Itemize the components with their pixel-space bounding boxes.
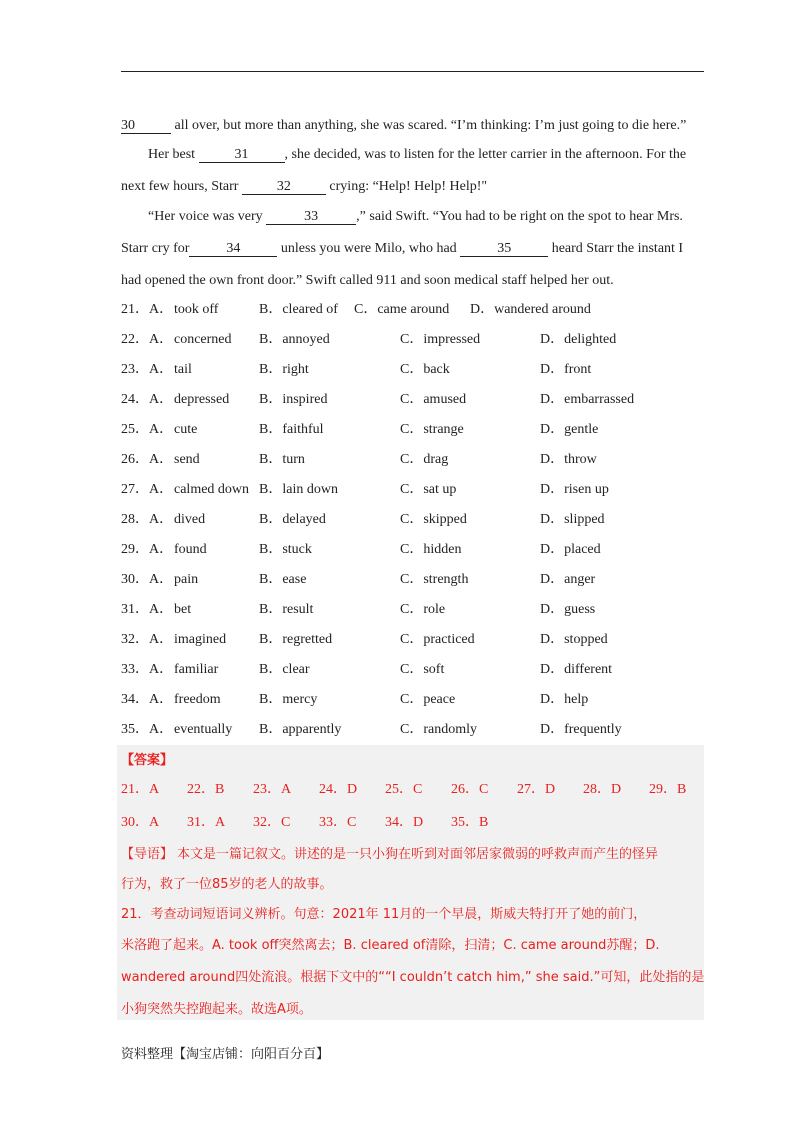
option-b: B．right — [259, 362, 309, 377]
option-c: C．soft — [400, 662, 445, 677]
option-c: C．practiced — [400, 632, 475, 647]
option-b: B．inspired — [259, 392, 328, 407]
question-number: 31．A． — [121, 602, 174, 617]
option-a: eventually — [174, 722, 233, 737]
passage-text: Her best — [148, 147, 199, 162]
question-row — [121, 661, 704, 679]
option-b: B．result — [259, 602, 314, 617]
answer-item: 35．B — [451, 815, 489, 830]
option-d: D．help — [540, 692, 589, 707]
option-b: B．apparently — [259, 722, 342, 737]
question-row — [121, 511, 704, 529]
option-d: D．embarrassed — [540, 392, 635, 407]
guide-label: 【导语】 — [121, 847, 174, 862]
option-c: C．strange — [400, 422, 464, 437]
option-a: concerned — [174, 332, 232, 347]
explanation-text: wandered around四处流浪。根据下文中的““I couldn’t catch him,” she said.”可知，此处指的是 — [121, 970, 705, 985]
blank-35: 35 — [460, 241, 548, 257]
question-number: 33．A． — [121, 662, 174, 677]
question-row — [121, 691, 704, 709]
option-c: C．impressed — [400, 332, 481, 347]
option-c: C．came around — [354, 302, 450, 317]
option-b: B．stuck — [259, 542, 312, 557]
option-a: freedom — [174, 692, 221, 707]
option-d: D．anger — [540, 572, 596, 587]
question-number: 24．A． — [121, 392, 174, 407]
option-d: D．guess — [540, 602, 596, 617]
passage-line-1 — [121, 117, 704, 135]
passage-line-3 — [121, 178, 704, 196]
option-b: B．delayed — [259, 512, 326, 527]
option-d: D．different — [540, 662, 613, 677]
blank-34: 34 — [189, 241, 277, 257]
question-number: 27．A． — [121, 482, 174, 497]
passage-text: crying: “Help! Help! Help!" — [325, 179, 488, 194]
question-row — [121, 571, 704, 589]
question-number: 25．A． — [121, 422, 174, 437]
answer-item: 32．C — [253, 815, 291, 830]
question-number: 26．A． — [121, 452, 174, 467]
passage-text: “Her voice was very — [148, 209, 267, 224]
passage-text: next few hours, Starr — [121, 179, 242, 194]
answer-item: 26．C — [451, 782, 489, 797]
question-number: 23．A． — [121, 362, 174, 377]
option-c: C．randomly — [400, 722, 477, 737]
answer-heading-text: 【答案】 — [121, 753, 174, 768]
header-rule — [121, 71, 704, 72]
passage-text: , she decided, was to listen for the letter carrier in the afternoon. For the — [284, 147, 687, 162]
answer-item: 28．D — [583, 782, 622, 797]
option-d: D．stopped — [540, 632, 608, 647]
question-number: 22．A． — [121, 332, 174, 347]
explanation-text: 米洛跑了起来。A. took off突然离去；B. cleared of清除，扫清；C. came around苏醒；D. — [121, 938, 660, 953]
option-a: bet — [174, 602, 192, 617]
answer-item: 21．A — [121, 782, 160, 797]
option-b: B．clear — [259, 662, 310, 677]
question-number: 30．A． — [121, 572, 174, 587]
option-d: D．wandered around — [470, 302, 591, 317]
option-c: C．sat up — [400, 482, 457, 497]
option-a: took off — [174, 302, 219, 317]
blank-33: 33 — [266, 209, 356, 225]
option-c: C．skipped — [400, 512, 467, 527]
option-a: imagined — [174, 632, 227, 647]
passage-text: had opened the own front door.” Swift called 911 and soon medical staff helped her out. — [121, 273, 614, 288]
answer-item: 25．C — [385, 782, 423, 797]
option-d: D．front — [540, 362, 592, 377]
passage-line-4 — [121, 208, 704, 226]
answer-item: 27．D — [517, 782, 556, 797]
passage-line-2 — [121, 146, 704, 164]
option-b: B．annoyed — [259, 332, 330, 347]
answer-item: 31．A — [187, 815, 226, 830]
option-d: D．delighted — [540, 332, 617, 347]
question-row — [121, 331, 704, 349]
question-number: 29．A． — [121, 542, 174, 557]
option-a: dived — [174, 512, 206, 527]
option-b: B．lain down — [259, 482, 338, 497]
option-b: B．cleared of — [259, 302, 338, 317]
guide-text: 本文是一篇记叙文。讲述的是一只小狗在听到对面邻居家微弱的呼救声而产生的怪异 — [177, 847, 659, 862]
question-row — [121, 451, 704, 469]
option-d: D．throw — [540, 452, 597, 467]
option-b: B．mercy — [259, 692, 318, 707]
answer-item: 24．D — [319, 782, 358, 797]
question-row — [121, 391, 704, 409]
blank-32: 32 — [242, 179, 326, 195]
passage-text: Starr cry for — [121, 241, 190, 256]
question-number: 28．A． — [121, 512, 174, 527]
option-c: C．role — [400, 602, 446, 617]
question-row — [121, 481, 704, 499]
option-c: C．peace — [400, 692, 456, 707]
question-row — [121, 721, 704, 739]
answer-item: 23．A — [253, 782, 292, 797]
passage-text: all over, but more than anything, she was scared. “I’m thinking: I’m just going to die here.” — [171, 118, 687, 133]
guide-text: 行为，救了一位85岁的老人的故事。 — [121, 877, 333, 892]
option-b: B．turn — [259, 452, 305, 467]
option-a: cute — [174, 422, 198, 437]
option-c: C．strength — [400, 572, 469, 587]
question-row — [121, 541, 704, 559]
footer-note: 资料整理【淘宝店铺：向阳百分百】 — [121, 1047, 330, 1062]
question-number: 32．A． — [121, 632, 174, 647]
question-number: 21．A． — [121, 302, 174, 317]
question-number: 35．A． — [121, 722, 174, 737]
option-b: B．regretted — [259, 632, 333, 647]
answer-item: 30．A — [121, 815, 160, 830]
option-d: D．placed — [540, 542, 601, 557]
passage-line-5 — [121, 240, 704, 258]
answer-item: 33．C — [319, 815, 357, 830]
passage-text: heard Starr the instant I — [548, 241, 684, 256]
option-a: familiar — [174, 662, 219, 677]
option-c: C．back — [400, 362, 450, 377]
option-c: C．drag — [400, 452, 449, 467]
option-a: send — [174, 452, 200, 467]
option-d: D．slipped — [540, 512, 605, 527]
option-a: tail — [174, 362, 192, 377]
passage-text: ,” said Swift. “You had to be right on the spot to hear Mrs. — [356, 209, 683, 224]
passage-line-6 — [121, 272, 704, 290]
explanation-text: 小狗突然失控跑起来。故选A项。 — [121, 1002, 312, 1017]
option-b: B．faithful — [259, 422, 324, 437]
passage-text: unless you were Milo, who had — [277, 241, 461, 256]
option-a: calmed down — [174, 482, 250, 497]
blank-30: 30 — [121, 118, 171, 134]
option-d: D．gentle — [540, 422, 599, 437]
option-d: D．risen up — [540, 482, 609, 497]
answer-item: 22．B — [187, 782, 225, 797]
option-a: depressed — [174, 392, 230, 407]
question-row — [121, 361, 704, 379]
answer-item: 29．B — [649, 782, 687, 797]
question-row — [121, 601, 704, 619]
question-row — [121, 301, 704, 319]
question-row — [121, 421, 704, 439]
option-c: C．amused — [400, 392, 467, 407]
explanation-text: 21．考查动词短语词义辨析。句意：2021年 11月的一个早晨，斯威夫特打开了她的前门， — [121, 907, 647, 922]
question-number: 34．A． — [121, 692, 174, 707]
blank-31: 31 — [199, 147, 285, 163]
option-d: D．frequently — [540, 722, 622, 737]
option-c: C．hidden — [400, 542, 462, 557]
option-a: pain — [174, 572, 199, 587]
option-a: found — [174, 542, 207, 557]
question-row — [121, 631, 704, 649]
answer-item: 34．D — [385, 815, 424, 830]
option-b: B．ease — [259, 572, 307, 587]
